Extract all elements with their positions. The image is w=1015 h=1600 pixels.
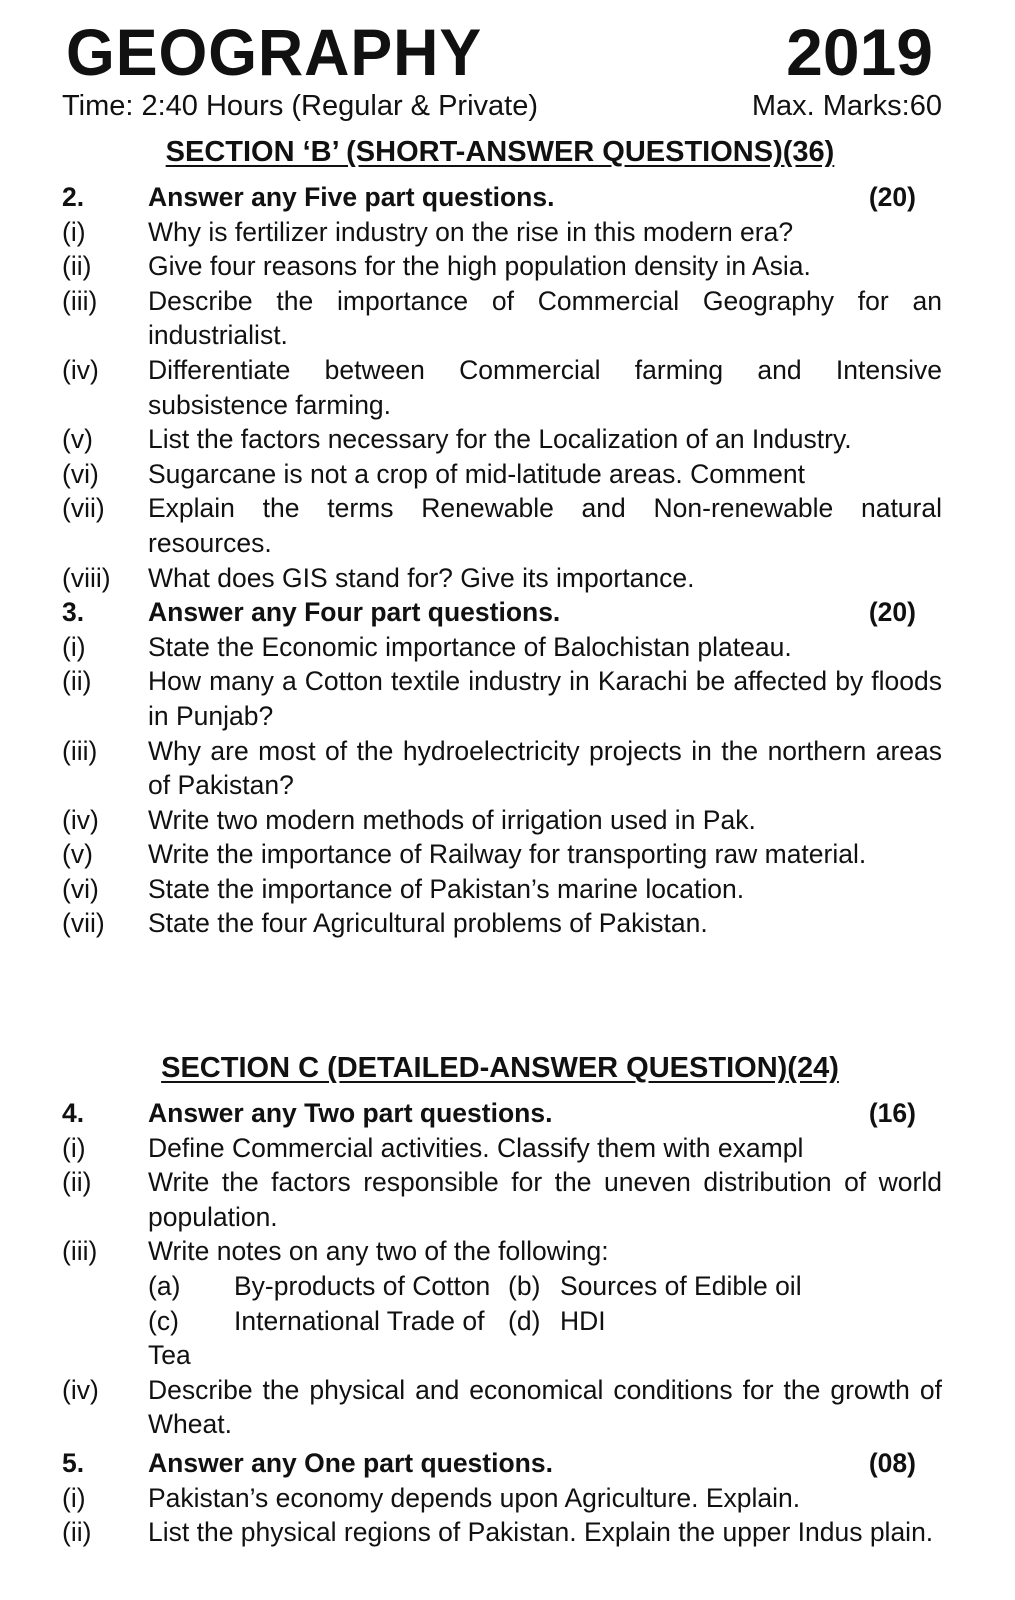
part-number: (i) <box>62 216 86 247</box>
sub-part <box>148 1269 508 1304</box>
question-number: 2. <box>62 182 85 212</box>
part-number: (i) <box>62 1132 86 1163</box>
paper-year: 2019 <box>786 15 933 89</box>
question-marks: (08) <box>868 1447 916 1478</box>
part-text: State the importance of Pakistan’s marine location. <box>148 873 745 904</box>
question-part <box>62 1373 942 1442</box>
part-number: (iv) <box>62 804 99 835</box>
paper-title: GEOGRAPHY <box>66 15 483 89</box>
question-instruction <box>148 1446 942 1481</box>
part-number: (iii) <box>62 285 98 316</box>
part-text: Write the factors responsible for the uneven distribution of world population. <box>148 1167 942 1232</box>
part-number: (viii) <box>62 562 111 593</box>
part-number: (i) <box>62 1482 86 1513</box>
part-text: Why is fertilizer industry on the rise in this modern era? <box>148 216 794 247</box>
sub-parts-row <box>62 1269 942 1304</box>
part-text: List the physical regions of Pakistan. Explain the upper Indus plain. <box>148 1517 934 1548</box>
part-text: Describe the physical and economical conditions for the growth of Wheat. <box>148 1374 942 1440</box>
part-number: (ii) <box>62 251 92 282</box>
part-text: Write the importance of Railway for transporting raw material. <box>148 839 867 870</box>
question-part <box>62 734 942 803</box>
question-q2 <box>62 180 942 215</box>
question-part <box>62 803 942 838</box>
question-q3 <box>62 595 942 630</box>
part-number: (iii) <box>62 735 98 766</box>
part-text: List the factors necessary for the Localization of an Industry. <box>148 424 852 455</box>
question-part <box>62 249 942 284</box>
instruction-text: Answer any Two part questions. <box>148 1098 553 1128</box>
sub-part-number: (d) <box>508 1305 541 1336</box>
part-text: How many a Cotton textile industry in Karachi be affected by floods in Punjab? <box>148 666 942 731</box>
sub-parts-row <box>62 1304 942 1373</box>
part-number: (iv) <box>62 354 99 385</box>
sub-part-text: International Trade of Tea <box>148 1305 485 1371</box>
part-text: Why are most of the hydroelectricity projects in the northern areas of Pakistan? <box>148 735 942 801</box>
section-c-title: SECTION C (DETAILED-ANSWER QUESTION)(24) <box>161 1052 839 1084</box>
part-text: Write two modern methods of irrigation used in Pak. <box>148 804 756 835</box>
question-part <box>62 1515 942 1550</box>
sub-part-number: (c) <box>148 1305 179 1336</box>
part-number: (vii) <box>62 908 105 939</box>
part-text: Pakistan’s economy depends upon Agriculture. Explain. <box>148 1482 801 1513</box>
part-text: Sugarcane is not a crop of mid-latitude areas. Comment <box>148 458 805 489</box>
question-marks: (16) <box>868 1098 916 1128</box>
part-text: State the Economic importance of Balochistan plateau. <box>148 631 792 662</box>
question-part <box>62 664 942 733</box>
part-text: Give four reasons for the high population density in Asia. <box>148 251 811 282</box>
part-number: (ii) <box>62 1517 92 1548</box>
part-text: What does GIS stand for? Give its importance. <box>148 562 695 593</box>
sub-part <box>148 1304 508 1373</box>
part-text: State the four Agricultural problems of Pakistan. <box>148 908 708 939</box>
max-marks: Max. Marks:60 <box>751 90 942 122</box>
sub-part-text: By-products of Cotton <box>234 1270 491 1301</box>
question-part <box>62 422 942 457</box>
section-b-questions <box>62 180 942 941</box>
section-b-heading <box>0 136 1000 169</box>
question-part <box>62 1131 942 1166</box>
question-part <box>62 1481 942 1516</box>
part-number: (v) <box>62 424 93 455</box>
part-number: (vi) <box>62 458 99 489</box>
part-text: Explain the terms Renewable and Non-renewable natural resources. <box>148 493 942 558</box>
question-part <box>62 872 942 907</box>
question-number: 4. <box>62 1098 85 1128</box>
sub-part-number: (b) <box>508 1270 541 1301</box>
section-c-heading <box>0 1052 1000 1085</box>
time-info: Time: 2:40 Hours (Regular & Private) <box>62 90 538 122</box>
part-text: Define Commercial activities. Classify them with exampl <box>148 1132 804 1163</box>
paper-meta <box>62 90 942 123</box>
question-part <box>62 353 942 422</box>
question-part <box>62 837 942 872</box>
question-part <box>62 457 942 492</box>
instruction-text: Answer any Four part questions. <box>148 597 561 628</box>
part-number: (ii) <box>62 1167 92 1198</box>
instruction-text: Answer any Five part questions. <box>148 182 555 212</box>
question-q5 <box>62 1446 942 1481</box>
question-instruction <box>148 1096 942 1131</box>
section-b-title: SECTION ‘B’ (SHORT-ANSWER QUESTIONS)(36) <box>165 136 835 168</box>
sub-part-text: Sources of Edible oil <box>560 1270 802 1301</box>
question-part <box>62 215 942 250</box>
question-instruction <box>148 595 942 630</box>
sub-part-text: HDI <box>560 1305 606 1336</box>
part-number: (vi) <box>62 873 99 904</box>
question-marks: (20) <box>868 597 916 628</box>
question-part <box>62 1165 942 1234</box>
part-text: Write notes on any two of the following: <box>148 1236 609 1267</box>
part-text: Differentiate between Commercial farming and Intensive subsistence farming. <box>148 354 942 420</box>
question-q4 <box>62 1096 942 1131</box>
part-number: (vii) <box>62 493 105 524</box>
part-number: (ii) <box>62 666 92 697</box>
part-number: (i) <box>62 631 86 662</box>
question-part <box>62 630 942 665</box>
part-number: (iv) <box>62 1374 99 1405</box>
question-part <box>62 491 942 560</box>
question-part <box>62 906 942 941</box>
question-number: 3. <box>62 597 85 628</box>
question-part <box>62 284 942 353</box>
part-number: (iii) <box>62 1236 98 1267</box>
sub-part-number: (a) <box>148 1270 181 1301</box>
question-part <box>62 1234 942 1269</box>
question-number: 5. <box>62 1447 85 1478</box>
question-marks: (20) <box>868 182 916 212</box>
instruction-text: Answer any One part questions. <box>148 1447 553 1478</box>
section-c-questions <box>62 1096 942 1550</box>
question-instruction <box>148 180 942 215</box>
part-text: Describe the importance of Commercial Geography for an industrialist. <box>148 285 942 351</box>
question-part <box>62 561 942 596</box>
part-number: (v) <box>62 839 93 870</box>
